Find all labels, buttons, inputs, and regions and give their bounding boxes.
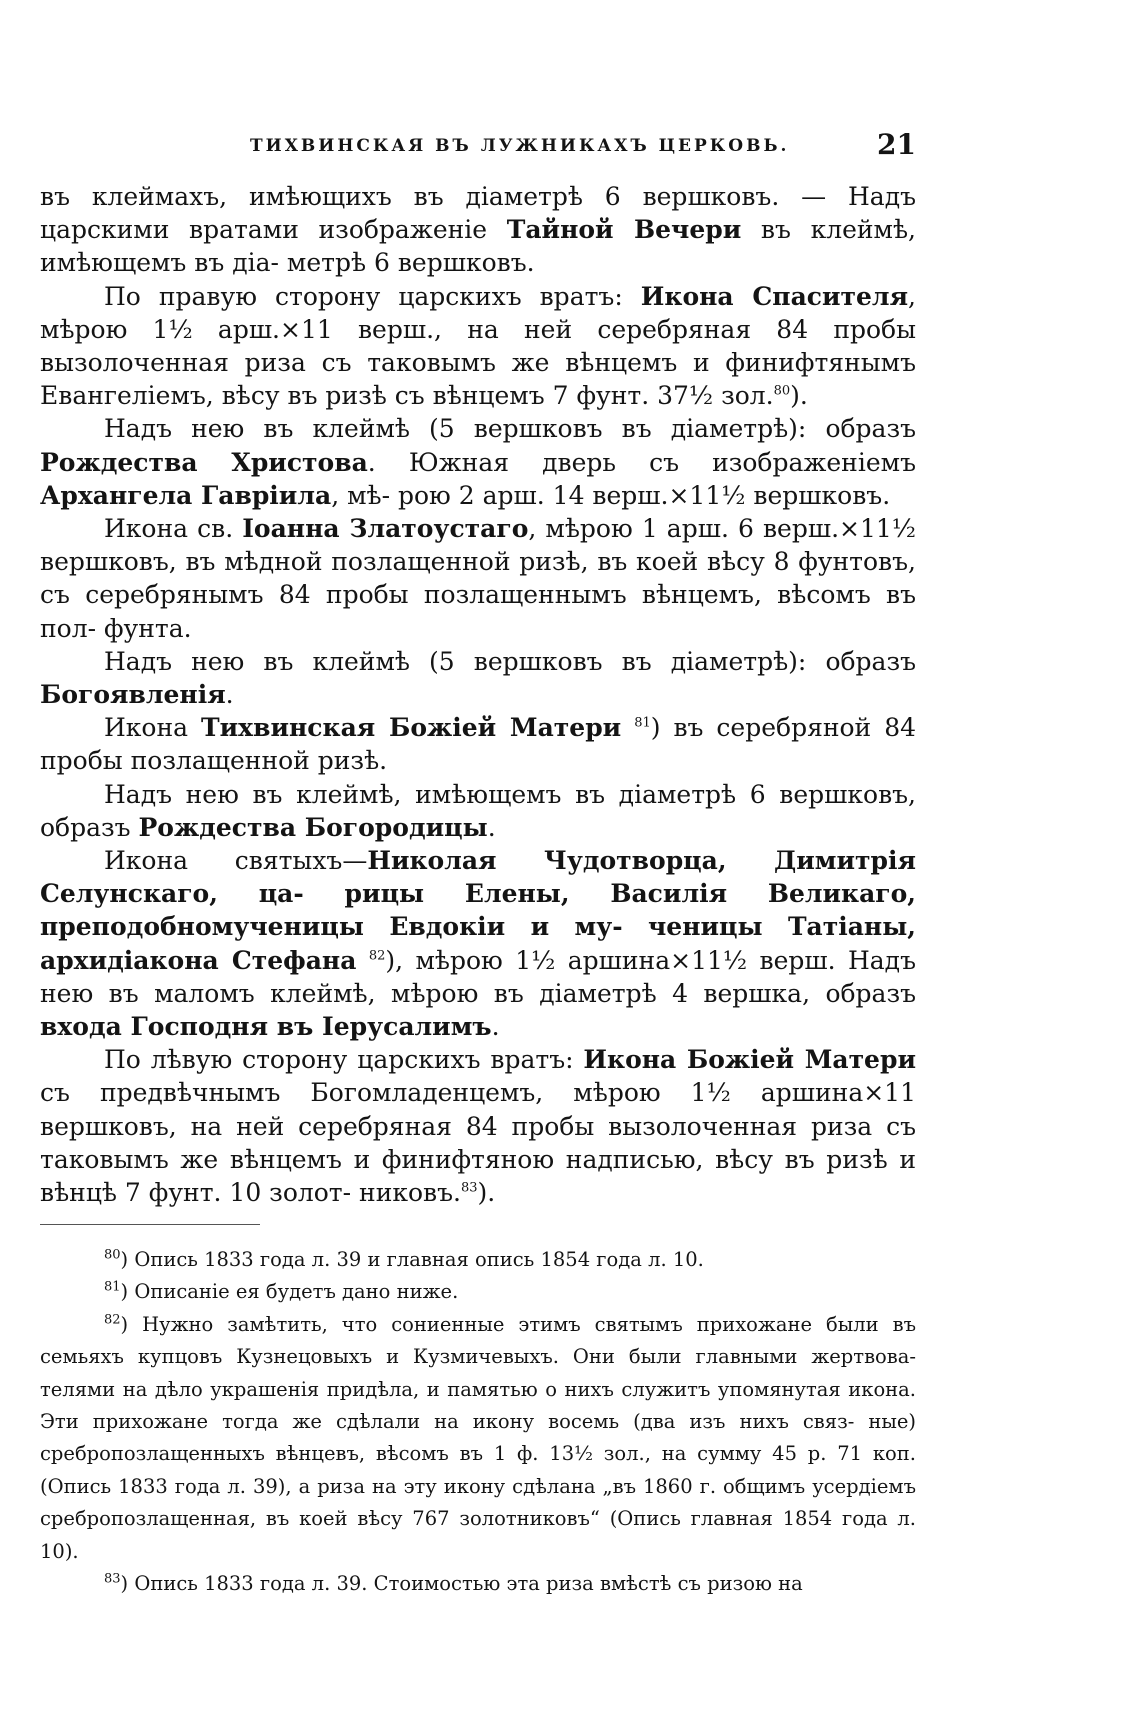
footnote-ref: 83 xyxy=(460,1180,478,1196)
paragraph: Икона святыхъ—Николая Чудотворца, Димитрія Селунскаго, ца- рицы Елены, Василія Великаго, преподобномученицы Евдокіи и му- ченицы Татіаны, архидіакона Стефана $^{82}$), мѣрою 1½ аршина×11½ верш. Надъ нею въ маломъ клеймѣ, мѣрою въ діаметрѣ 4 вершка, образъ входа Господня въ Іерусалимъ. xyxy=(40,846,916,1042)
footnote: $^{83}$) Опись 1833 года л. 39. Стоимостью эта риза вмѣстѣ съ ризою на xyxy=(104,1571,803,1596)
footnote-ref: 81 xyxy=(634,715,651,731)
paragraph: Надъ нею въ клеймѣ (5 вершковъ въ діаметрѣ): образъ Рождества Христова. Южная дверь съ изображеніемъ Архангела Гавріила, мѣ- рою 2 арш. 14 верш.×11½ вершковъ. xyxy=(40,414,916,510)
paragraph: Икона св. Іоанна Златоустаго, мѣрою 1 арш. 6 верш.×11½ вершковъ, въ мѣдной позлащенной ризѣ, въ коей вѣсу 8 фунтовъ, съ серебрянымъ 84 пробы позлащеннымъ вѣнцемъ, вѣсомъ въ пол- фунта. xyxy=(40,514,917,643)
footnote: $^{82}$) Нужно замѣтить, что сониенные этимъ святымъ прихожане были въ семьяхъ купцовъ Кузнецовыхъ и Кузмичевыхъ. Они были главными жертвова- телями на дѣло украшенія придѣла, и памятью о нихъ служитъ упомянутая икона. Эти прихожане тогда же сдѣлали на икону восемь (два изъ нихъ связ- ные) сребропозлащенныхъ вѣнцевъ, вѣсомъ въ 1 ф. 13½ зол., на сумму 45 р. 71 коп. (Опись 1833 года л. 39), а риза на эту икону сдѣлана „въ 1860 г. общимъ усердіемъ сребропозлащенная, въ коей вѣсу 767 золотниковъ“ (Опись главная 1854 года л. 10). xyxy=(40,1312,916,1563)
footnote-divider xyxy=(40,1224,260,1225)
footnote-mark: 82 xyxy=(104,1312,121,1328)
running-title: ТИХВИНСКАЯ ВЪ ЛУЖНИКАХЪ ЦЕРКОВЬ. xyxy=(250,136,790,156)
footnote-ref: 80 xyxy=(773,383,791,399)
footnote-mark: 81 xyxy=(104,1279,121,1295)
paragraph: Надъ нею въ клеймѣ (5 вершковъ въ діаметрѣ): образъ Богоявленія. xyxy=(40,646,916,710)
paragraph: въ клеймахъ, имѣющихъ въ діаметрѣ 6 вершковъ. — Надъ царскими вратами изображеніе Тайной Вечери въ клеймѣ, имѣющемъ въ діа- метрѣ 6 вершковъ. xyxy=(40,182,917,278)
footnote: $^{80}$) Опись 1833 года л. 39 и главная опись 1854 года л. 10. xyxy=(104,1247,704,1271)
main-text xyxy=(40,180,916,1209)
page-number: 21 xyxy=(877,128,916,161)
footnotes xyxy=(40,1244,916,1600)
paragraph: Икона Тихвинская Божіей Матери $^{81}$) въ серебряной 84 пробы позлащенной ризѣ. xyxy=(40,713,917,776)
paragraph: Надъ нею въ клеймѣ, имѣющемъ въ діаметрѣ 6 вершковъ, образъ Рождества Богородицы. xyxy=(40,779,916,842)
footnote: $^{81}$) Описаніе ея будетъ дано ниже. xyxy=(104,1279,459,1304)
footnote-mark: 80 xyxy=(104,1247,121,1263)
page-header xyxy=(40,128,916,168)
footnote-ref: 82 xyxy=(368,948,386,964)
footnote-mark: 83 xyxy=(104,1571,121,1587)
paragraph: По правую сторону царскихъ вратъ: Икона Спасителя, мѣрою 1½ арш.×11 верш., на ней серебряная 84 пробы вызолоченная риза съ таковымъ же вѣнцемъ и финифтянымъ Евангеліемъ, вѣсу въ ризѣ съ вѣнцемъ 7 фунт. 37½ зол.$^{80}$). xyxy=(40,281,916,411)
paragraph: По лѣвую сторону царскихъ вратъ: Икона Божіей Матери съ предвѣчнымъ Богомладенцемъ, мѣрою 1½ аршина×11 вершковъ, на ней серебряная 84 пробы вызолоченная риза съ таковымъ же вѣнцемъ и финифтяною надписью, вѣсу въ ризѣ и вѣнцѣ 7 фунт. 10 золот- никовъ.$^{83}$). xyxy=(40,1045,916,1208)
